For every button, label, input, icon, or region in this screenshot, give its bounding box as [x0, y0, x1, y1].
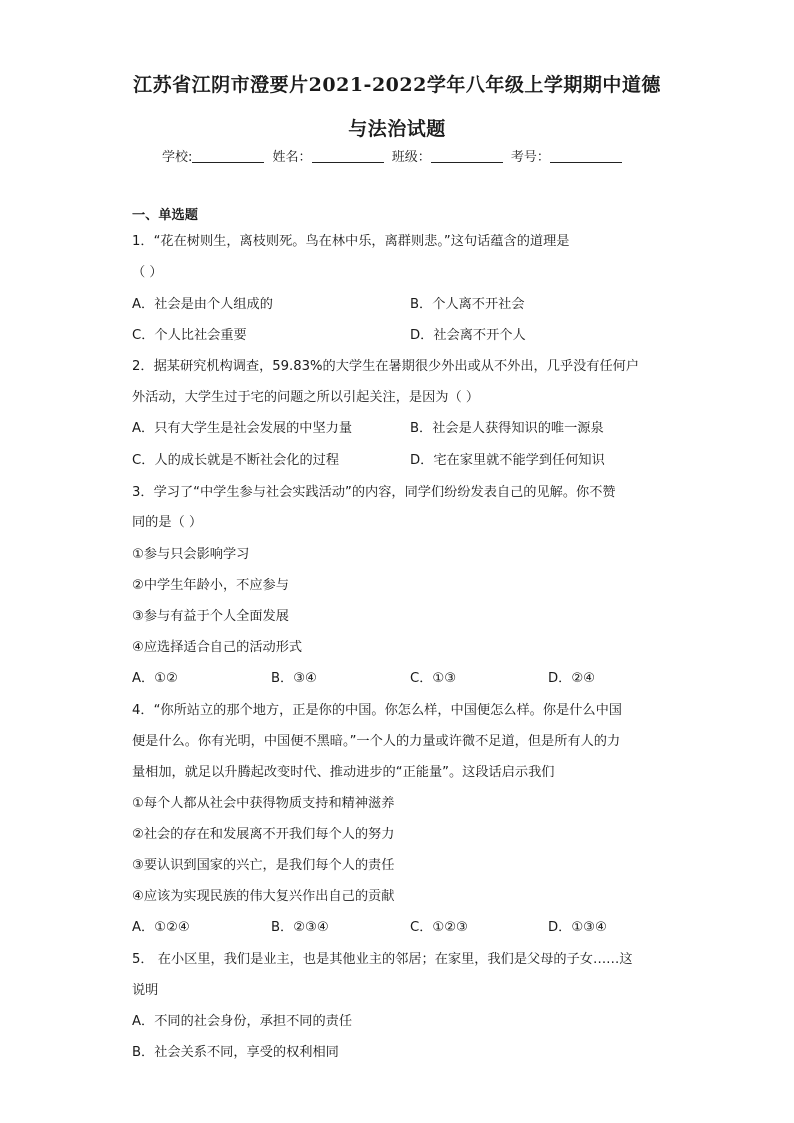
- q1-stem-line1: 1．“花在树则生，离枝则死。鸟在林中乐，离群则悲。”这句话蕴含的道理是: [132, 234, 570, 249]
- q1-option-d: D．社会离不开个人: [410, 328, 526, 343]
- q4-statement-4: ④应该为实现民族的伟大复兴作出自己的贡献: [132, 889, 395, 904]
- q4-option-d: D．①③④: [548, 920, 607, 935]
- q2-stem-line2: 外活动，大学生过于宅的问题之所以引起关注，是因为（ ）: [132, 390, 480, 405]
- q2-option-b: B．社会是人获得知识的唯一源泉: [410, 421, 604, 436]
- q1-option-c: C．个人比社会重要: [132, 328, 247, 343]
- q4-stem-line1: 4．“你所站立的那个地方，正是你的中国。你怎么样，中国便怎么样。你是什么中国: [132, 703, 622, 718]
- q5-stem-line1: 5． 在小区里，我们是业主，也是其他业主的邻居；在家里，我们是父母的子女……这: [132, 952, 633, 967]
- q4-option-c: C．①②③: [410, 920, 468, 935]
- q3-statement-2: ②中学生年龄小，不应参与: [132, 578, 289, 593]
- exam-number-label: 考号：: [510, 150, 550, 165]
- exam-title-line1: 江苏省江阴市澄要片2021-2022学年八年级上学期期中道德: [133, 74, 661, 96]
- exam-title-line2: 与法治试题: [348, 118, 446, 140]
- q4-statement-2: ②社会的存在和发展离不开我们每个人的努力: [132, 827, 395, 842]
- exam-number-blank[interactable]: [550, 149, 622, 163]
- q5-stem-line2: 说明: [132, 983, 159, 998]
- school-label: 学校:: [162, 150, 193, 165]
- class-blank[interactable]: [431, 149, 503, 163]
- q3-stem-line1: 3．学习了“中学生参与社会实践活动”的内容，同学们纷纷发表自己的见解。你不赞: [132, 485, 616, 500]
- q1-stem-line2: （ ）: [132, 265, 163, 280]
- q3-statement-3: ③参与有益于个人全面发展: [132, 609, 289, 624]
- name-blank[interactable]: [312, 149, 384, 163]
- q1-option-a: A．社会是由个人组成的: [132, 297, 273, 312]
- q3-stem-line2: 同的是（ ）: [132, 515, 203, 530]
- q3-option-c: C．①③: [410, 671, 457, 686]
- q5-option-b: B．社会关系不同，享受的权利相同: [132, 1045, 339, 1060]
- q4-statement-1: ①每个人都从社会中获得物质支持和精神滋养: [132, 796, 395, 811]
- class-label: 班级：: [391, 150, 431, 165]
- q4-option-b: B．②③④: [271, 920, 329, 935]
- q4-stem-line3: 量相加，就足以升腾起改变时代、推动进步的“正能量”。这段话启示我们: [132, 765, 555, 780]
- q4-statement-3: ③要认识到国家的兴亡，是我们每个人的责任: [132, 858, 395, 873]
- q2-option-c: C．人的成长就是不断社会化的过程: [132, 453, 340, 468]
- q3-option-b: B．③④: [271, 671, 317, 686]
- q3-statement-1: ①参与只会影响学习: [132, 547, 250, 562]
- q2-option-a: A．只有大学生是社会发展的中坚力量: [132, 421, 353, 436]
- student-info-row: [162, 146, 626, 165]
- q2-stem-line1: 2．据某研究机构调查，59.83%的大学生在暑期很少外出或从不外出，几乎没有任何户: [132, 359, 640, 374]
- q5-option-a: A．不同的社会身份，承担不同的责任: [132, 1014, 353, 1029]
- q4-stem-line2: 便是什么。你有光明，中国便不黑暗。”一个人的力量或许微不足道，但是所有人的力: [132, 734, 621, 749]
- q3-option-a: A．①②: [132, 671, 178, 686]
- q4-option-a: A．①②④: [132, 920, 190, 935]
- section-heading: 一、单选题: [132, 208, 198, 223]
- q3-statement-4: ④应选择适合自己的活动形式: [132, 640, 303, 655]
- q1-option-b: B．个人离不开社会: [410, 297, 525, 312]
- school-blank[interactable]: [192, 149, 264, 163]
- q3-option-d: D．②④: [548, 671, 595, 686]
- q2-option-d: D．宅在家里就不能学到任何知识: [410, 453, 605, 468]
- name-label: 姓名：: [272, 150, 312, 165]
